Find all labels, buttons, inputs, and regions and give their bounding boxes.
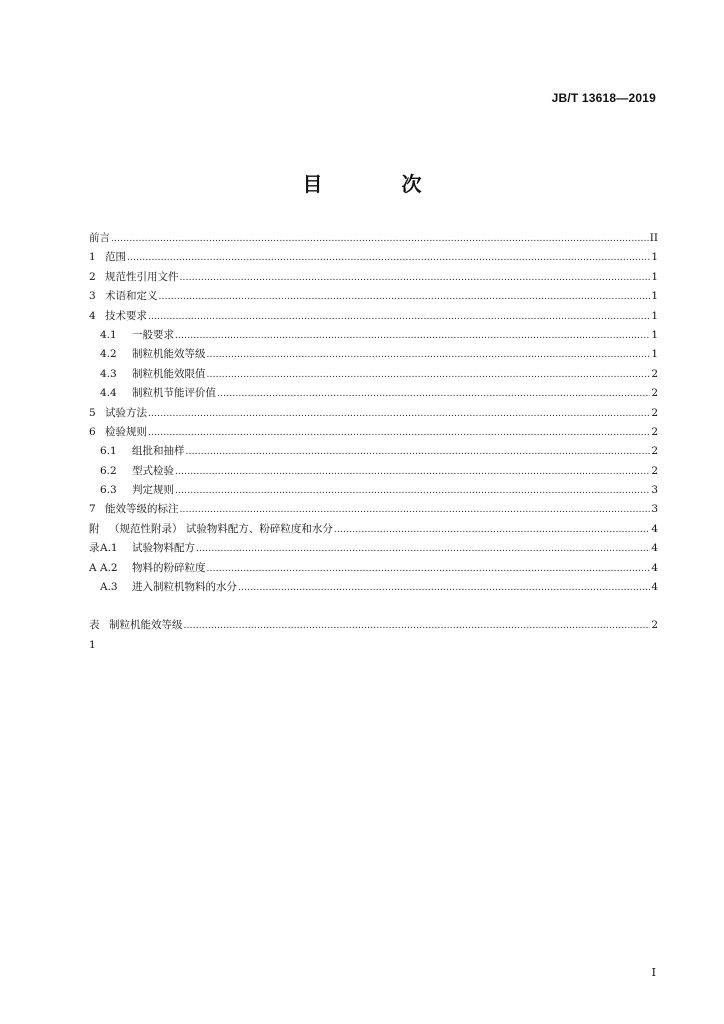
toc-entry-6-2[interactable] [89, 462, 658, 481]
page-title: 目 次 [302, 172, 458, 196]
toc-page: 2 [651, 406, 658, 419]
toc-number: 4.1 [100, 328, 117, 341]
toc-leader-dots [207, 346, 651, 365]
toc-number: 3 [89, 290, 96, 303]
toc-entry-6-3[interactable] [89, 481, 658, 500]
toc-number: 5 [89, 406, 96, 419]
toc-number: 4.2 [100, 348, 117, 361]
table-of-contents [89, 229, 658, 651]
toc-number: A.3 [100, 581, 118, 594]
toc-label: 物料的粉碎粒度 [132, 561, 206, 574]
toc-number: 4 [89, 309, 96, 322]
toc-label: 范围 [105, 251, 126, 264]
toc-page: 4 [651, 581, 658, 594]
toc-number: 6.1 [100, 445, 117, 458]
page-number: I [651, 966, 656, 979]
toc-leader-dots [175, 463, 650, 482]
toc-leader-dots [180, 501, 651, 520]
toc-label: 型式检验 [132, 464, 174, 477]
toc-label: 判定规则 [132, 484, 174, 497]
toc-entry-4-3[interactable] [89, 365, 658, 384]
toc-label: 制粒机能效等级 [132, 348, 206, 361]
toc-entry-a-2[interactable] [89, 559, 658, 578]
toc-leader-dots [111, 230, 649, 249]
toc-leader-dots [148, 424, 650, 443]
toc-page: 2 [651, 425, 658, 438]
toc-page: 1 [651, 348, 658, 361]
toc-page: 1 [651, 290, 658, 303]
toc-label: 规范性引用文件 [105, 270, 179, 283]
toc-page: 2 [651, 367, 658, 380]
toc-label: 前言 [89, 232, 110, 244]
toc-label: 制粒机能效限值 [132, 367, 206, 380]
toc-page: 4 [651, 542, 658, 555]
toc-page: II [649, 232, 658, 244]
toc-entry-a-1[interactable] [89, 539, 658, 558]
toc-leader-dots [207, 560, 651, 579]
toc-leader-dots [175, 482, 650, 501]
toc-number: 4.3 [100, 367, 117, 380]
toc-leader-dots [148, 308, 650, 327]
toc-leader-dots [180, 269, 651, 288]
toc-label: 制粒机能效等级 [109, 619, 183, 632]
toc-leader-dots [207, 366, 651, 385]
toc-entry-foreword[interactable] [89, 229, 658, 248]
toc-page: 2 [651, 619, 658, 632]
toc-entry-6-1[interactable] [89, 442, 658, 461]
toc-page: 1 [651, 270, 658, 283]
toc-page: 4 [651, 522, 658, 535]
toc-page: 3 [651, 484, 658, 497]
toc-entry-7[interactable] [89, 500, 658, 519]
toc-leader-dots [238, 579, 650, 598]
toc-page: 2 [651, 387, 658, 400]
toc-number: 表 1 [89, 619, 100, 651]
toc-leader-dots [334, 521, 650, 540]
toc-entry-4-4[interactable] [89, 384, 658, 403]
toc-entry-4[interactable] [89, 307, 658, 326]
toc-entry-table-1[interactable] [89, 616, 658, 651]
toc-entry-1[interactable] [89, 248, 658, 267]
toc-entry-5[interactable] [89, 404, 658, 423]
toc-label: 试验物料配方 [132, 542, 195, 555]
toc-entry-3[interactable] [89, 287, 658, 306]
toc-page: 1 [651, 328, 658, 341]
toc-page: 3 [651, 503, 658, 516]
standard-code: JB/T 13618—2019 [551, 91, 656, 105]
toc-entry-4-2[interactable] [89, 345, 658, 364]
toc-number: 6.2 [100, 464, 117, 477]
toc-label: 组批和抽样 [132, 445, 185, 458]
toc-entry-a-3[interactable] [89, 578, 658, 597]
toc-number: 1 [89, 251, 96, 264]
toc-page: 1 [651, 309, 658, 322]
toc-leader-dots [127, 249, 650, 268]
toc-entry-6[interactable] [89, 423, 658, 442]
toc-label: 制粒机节能评价值 [132, 387, 216, 400]
toc-label: （规范性附录） 试验物料配方、粉碎粒度和水分 [109, 522, 333, 535]
toc-leader-dots [148, 405, 650, 424]
toc-leader-dots [196, 540, 650, 559]
toc-leader-dots [159, 288, 651, 307]
spacer [89, 597, 658, 616]
toc-label: 技术要求 [105, 309, 147, 322]
toc-number: A.2 [100, 561, 118, 574]
toc-leader-dots [175, 327, 650, 346]
toc-leader-dots [186, 443, 651, 462]
toc-leader-dots [184, 617, 651, 636]
toc-page: 2 [651, 445, 658, 458]
toc-label: 能效等级的标注 [105, 503, 179, 516]
toc-page: 4 [651, 561, 658, 574]
toc-entry-2[interactable] [89, 268, 658, 287]
toc-page: 1 [651, 251, 658, 264]
toc-number: 7 [89, 503, 96, 516]
toc-page: 2 [651, 464, 658, 477]
toc-entry-4-1[interactable] [89, 326, 658, 345]
toc-label: 术语和定义 [105, 290, 158, 303]
toc-number: A.1 [100, 542, 118, 555]
toc-label: 检验规则 [105, 425, 147, 438]
toc-label: 一般要求 [132, 328, 174, 341]
toc-label: 进入制粒机物料的水分 [132, 581, 237, 594]
toc-number: 2 [89, 270, 96, 283]
toc-number: 4.4 [100, 387, 117, 400]
toc-number: 6.3 [100, 484, 117, 497]
toc-label: 试验方法 [105, 406, 147, 419]
toc-number: 附录 A [89, 522, 100, 574]
toc-leader-dots [217, 385, 650, 404]
toc-number: 6 [89, 425, 96, 438]
